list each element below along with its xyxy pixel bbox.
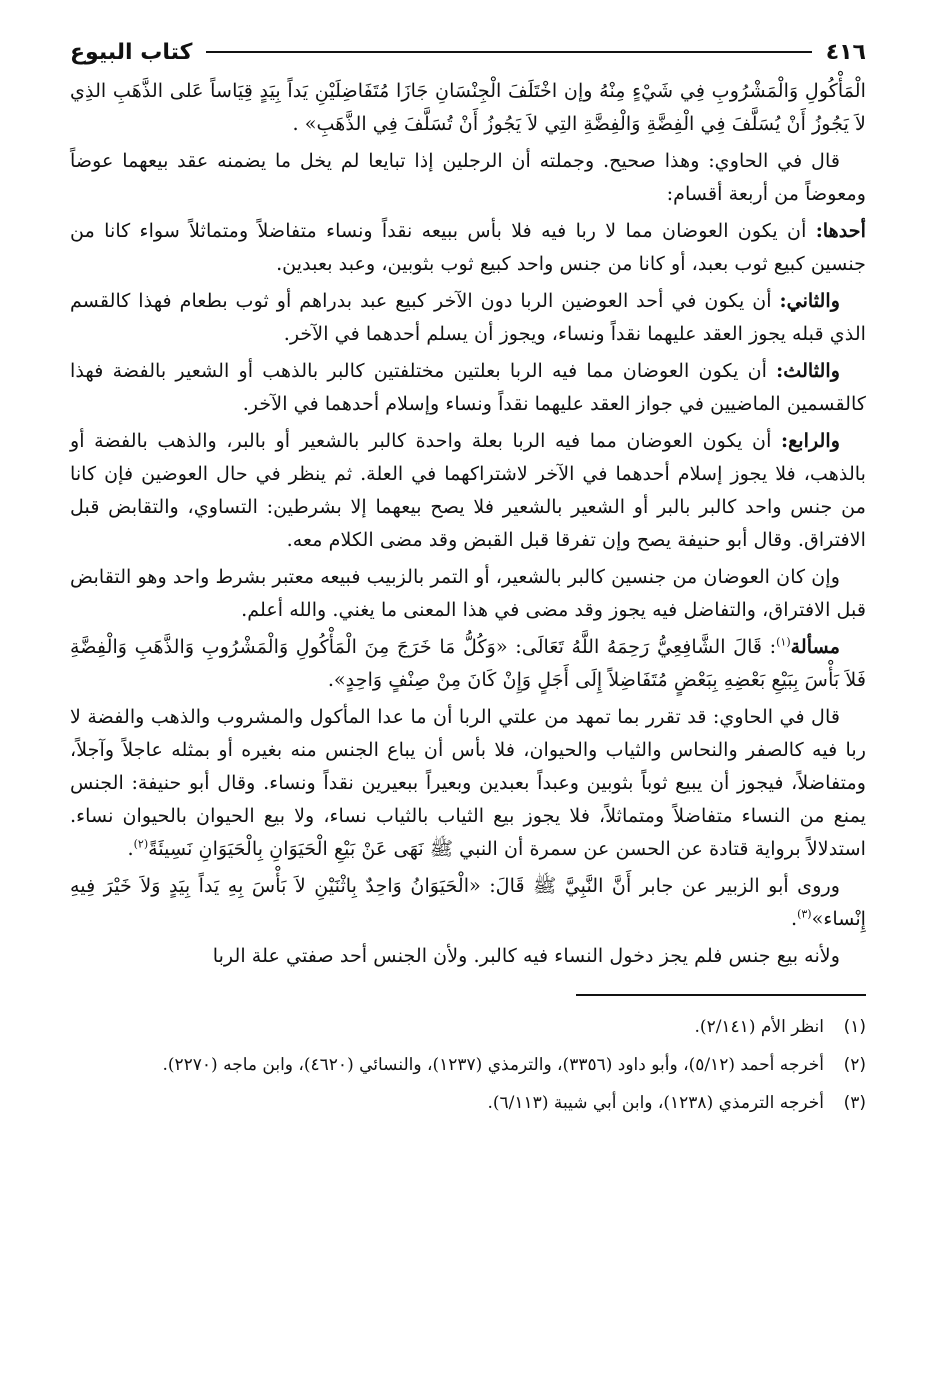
paragraph <box>70 630 866 696</box>
footnote-rule <box>576 994 866 996</box>
footnote-item <box>70 1012 866 1042</box>
paragraph <box>70 424 866 556</box>
footnote-text: انظر الأم (٢/١٤١). <box>694 1017 824 1037</box>
paragraph-text: : قَالَ الشَّافِعِيُّ رَحِمَهُ اللَّهُ تَعَالَى: «وَكُلُّ مَا خَرَجَ مِنَ الْمَأْكُولِ وَالْمَشْرُوبِ وَالذَّهَبِ وَالْفِضَّةِ فَلاَ بَأْسَ بِبَيْعِ بَعْضِهِ بِبَعْضٍ مُتَفَاضِلاً إِلَى أَجَلٍ وَإِنْ كَانَ مِنْ صِنْفٍ وَاحِدٍ». <box>70 635 866 691</box>
footnote-text: أخرجه الترمذي (١٢٣٨)، وابن أبي شيبة (٦/١١٣). <box>487 1093 824 1113</box>
section-term: والرابع: <box>781 429 840 452</box>
masala-heading: مسألة <box>790 635 840 658</box>
footnote-reference[interactable]: (٢) <box>133 837 149 851</box>
paragraph-text: وإن كان العوضان من جنسين كالبر بالشعير، أو التمر بالزبيب فبيعه معتبر بشرط واحد وهو التقابض قبل الافتراق، والتفاضل فيه يجوز وقد مضى في هذا المعنى ما يغني. والله أعلم. <box>70 565 866 621</box>
paragraph <box>70 144 866 210</box>
body-text <box>70 74 866 972</box>
footnote-item <box>70 1088 866 1118</box>
paragraph-text: الْمَأْكُولِ وَالْمَشْرُوبِ فِي شَيْءٍ مِنْهُ وإن اخْتَلَفَ الْجِنْسَانِ جَازَا مُتَفَاضِلَيْنِ يَداً بِيَدٍ قِيَاساً عَلى الذَّهَبِ الذِي لاَ يَجُوزُ أَنْ يُسَلَّفَ فِي الْفِضَّةِ وَالْفِضَّةِ التِي لاَ يَجُوزُ أَنْ تُسَلَّفَ فِي الذَّهَبِ» . <box>70 79 866 135</box>
paragraph-text: وروى أبو الزبير عن جابر أَنَّ النَّبِيَّ ﷺ قَالَ: «الْحَيَوَانُ وَاحِدٌ بِاثْنَيْنِ لاَ بَأْسَ بِهِ يَداً بِيَدٍ وَلاَ خَيْرَ فِيهِ إِنْساء» <box>70 874 866 930</box>
running-header <box>70 30 866 74</box>
paragraph <box>70 284 866 350</box>
page-number: ٤١٦ <box>825 39 866 65</box>
paragraph-text: أن يكون العوضان مما فيه الربا بعلة واحدة كالبر بالشعير أو بالبر، والذهب بالفضة أو بالذهب، فلا يجوز إسلام أحدهما في الآخر لاشتراكهما في العلة. ثم ينظر في حال العوضين فإن كانا من جنس واحد كالبر بالبر أو الشعير بالشعير فلا يصح بيعهما إلا بشرطين: التساوي، والتقابض قبل الافتراق. وقال أبو حنيفة يصح وإن تفرقا قبل القبض وقد مضى الكلام معه. <box>70 429 866 551</box>
section-term: أحدها: <box>815 219 866 242</box>
paragraph <box>70 74 866 140</box>
book-title: كتاب البيوع <box>70 39 193 65</box>
footnotes <box>70 1012 866 1118</box>
paragraph-text: ولأنه بيع جنس فلم يجز دخول النساء فيه كالبر. ولأن الجنس أحد صفتي علة الربا <box>212 944 840 967</box>
footnote-number: (١) <box>843 1017 866 1037</box>
paragraph <box>70 939 866 972</box>
paragraph-end: . <box>790 907 798 930</box>
section-term: والثاني: <box>779 289 840 312</box>
footnote-number: (٣) <box>843 1093 866 1113</box>
paragraph <box>70 214 866 280</box>
footnote-item <box>70 1050 866 1080</box>
paragraph <box>70 700 866 865</box>
section-term: والثالث: <box>776 359 840 382</box>
paragraph <box>70 869 866 935</box>
book-page <box>70 30 866 1354</box>
paragraph-text: قال في الحاوي: وهذا صحيح. وجملته أن الرجلين إذا تبايعا لم يخل ما يضمنه عقد بيعهما عوضاً ومعوضاً من أربعة أقسام: <box>70 149 866 205</box>
header-rule <box>206 51 811 53</box>
footnote-reference[interactable]: (١) <box>776 635 791 649</box>
paragraph <box>70 354 866 420</box>
paragraph-text: أن يكون في أحد العوضين الربا دون الآخر كبيع عبد بدراهم أو ثوب بطعام فهذا كالقسم الذي قبله يجوز العقد عليهما نقداً ونساء، ويجوز أن يسلم أحدهما في الآخر. <box>70 289 866 345</box>
paragraph-text: قال في الحاوي: قد تقرر بما تمهد من علتي الربا أن ما عدا المأكول والمشروب والذهب والفضة لا ربا فيه كالصفر والنحاس والثياب والحيوان، فلا بأس أن يباع الجنس منه بغيره أو بمثله عاجلاً وآجلاً، ومتفاضلاً، فيجوز أن يبيع ثوباً بثوبين وعبداً بعبدين وبعيراً ببعيرين نقداً ونساء. وقال أبو حنيفة: الجنس يمنع من النساء متفاضلاً ومتماثلاً، فلا يجوز بيع الثياب بالثياب نساء، ولا بيع الحيوان بالحيوان نساء. استدلالاً برواية قتادة عن الحسن عن سمرة أن النبي ﷺ نَهَى عَنْ بَيْعِ الْحَيَوَانِ بِالْحَيَوَانِ نَسِيئَةً <box>70 705 866 860</box>
footnote-reference[interactable]: (٣) <box>797 907 812 921</box>
footnote-number: (٢) <box>843 1055 866 1075</box>
footnote-text: أخرجه أحمد (٥/١٢)، وأبو داود (٣٣٥٦)، والترمذي (١٢٣٧)، والنسائي (٤٦٢٠)، وابن ماجه (٢٢٧٠). <box>162 1055 824 1075</box>
paragraph-end: . <box>127 837 134 860</box>
paragraph-text: أن يكون العوضان مما لا ربا فيه فلا بأس ببيعه نقداً ونساء متفاضلاً ومتماثلاً سواء كانا من جنسين كبيع ثوب بعبد، أو كانا من جنس واحد كبيع ثوب بثوبين، وعبد بعبدين. <box>70 219 866 275</box>
paragraph <box>70 560 866 626</box>
paragraph-text: أن يكون العوضان مما فيه الربا بعلتين مختلفتين كالبر بالذهب أو الشعير بالفضة فهذا كالقسمين الماضيين في جواز العقد عليهما نقداً ونساء وإسلام أحدهما في الآخر. <box>70 359 866 415</box>
